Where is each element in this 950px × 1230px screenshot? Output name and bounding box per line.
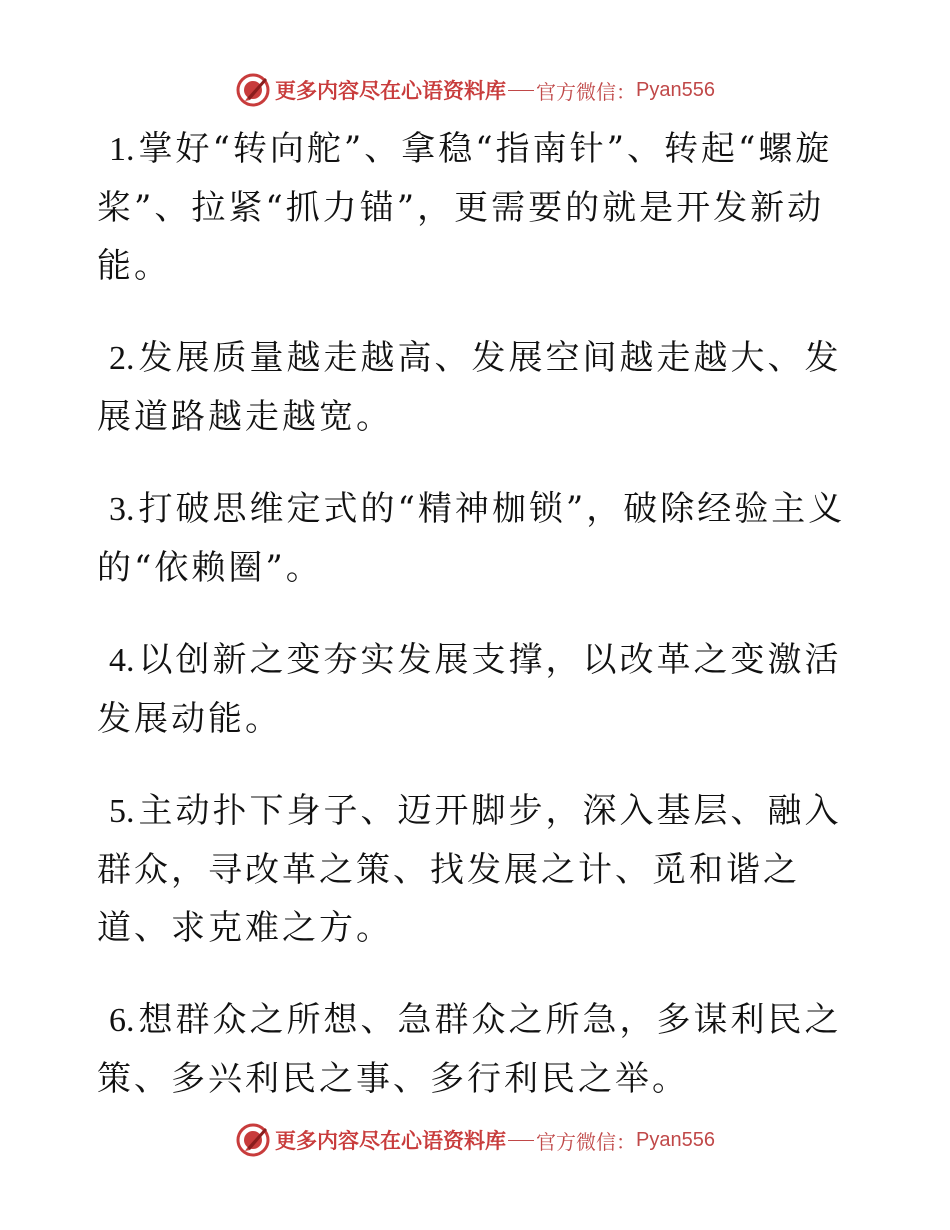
item-text: 发展质量越走越高、发展空间越走越大、发展道路越走越宽。 xyxy=(97,338,842,437)
pen-logo-icon xyxy=(235,72,271,108)
item-number: 5. xyxy=(109,793,135,830)
list-item xyxy=(97,120,857,295)
watermark-header xyxy=(0,70,950,110)
list-item xyxy=(97,480,857,597)
item-number: 4. xyxy=(109,642,135,679)
item-text: 主动扑下身子、迈开脚步，深入基层、融入群众，寻改革之策、找发展之计、觅和谐之道、求克难之方。 xyxy=(97,791,842,948)
separator-dash xyxy=(508,90,534,91)
item-number: 1. xyxy=(109,131,135,168)
pen-logo-icon xyxy=(235,1122,271,1158)
site-name: 更多内容尽在心语资料库 xyxy=(275,1128,507,1153)
item-number: 6. xyxy=(109,1002,135,1039)
item-text: 想群众之所想、急群众之所急，多谋利民之策、多兴利民之事、多行利民之举。 xyxy=(97,1000,842,1099)
list-item xyxy=(97,782,857,957)
separator-dash xyxy=(508,1140,534,1141)
item-text: 以创新之变夯实发展支撑，以改革之变激活发展动能。 xyxy=(97,640,842,739)
list-item xyxy=(97,631,857,748)
item-number: 3. xyxy=(109,491,135,528)
item-text: 打破思维定式的“精神枷锁”，破除经验主义的“依赖圈”。 xyxy=(97,489,846,588)
document-body xyxy=(97,120,857,1124)
list-item xyxy=(97,329,857,446)
site-name: 更多内容尽在心语资料库 xyxy=(275,78,507,103)
item-text: 掌好“转向舵”、拿稳“指南针”、转起“螺旋桨”、拉紧“抓力锚”，更需要的就是开发新动能。 xyxy=(97,129,833,286)
wechat-id: Pyan556 xyxy=(636,1128,715,1151)
wechat-id: Pyan556 xyxy=(636,78,715,101)
wechat-label: 官方微信： xyxy=(536,1129,637,1154)
list-item xyxy=(97,991,857,1108)
watermark-footer xyxy=(0,1120,950,1160)
wechat-label: 官方微信： xyxy=(536,79,637,104)
item-number: 2. xyxy=(109,340,135,377)
